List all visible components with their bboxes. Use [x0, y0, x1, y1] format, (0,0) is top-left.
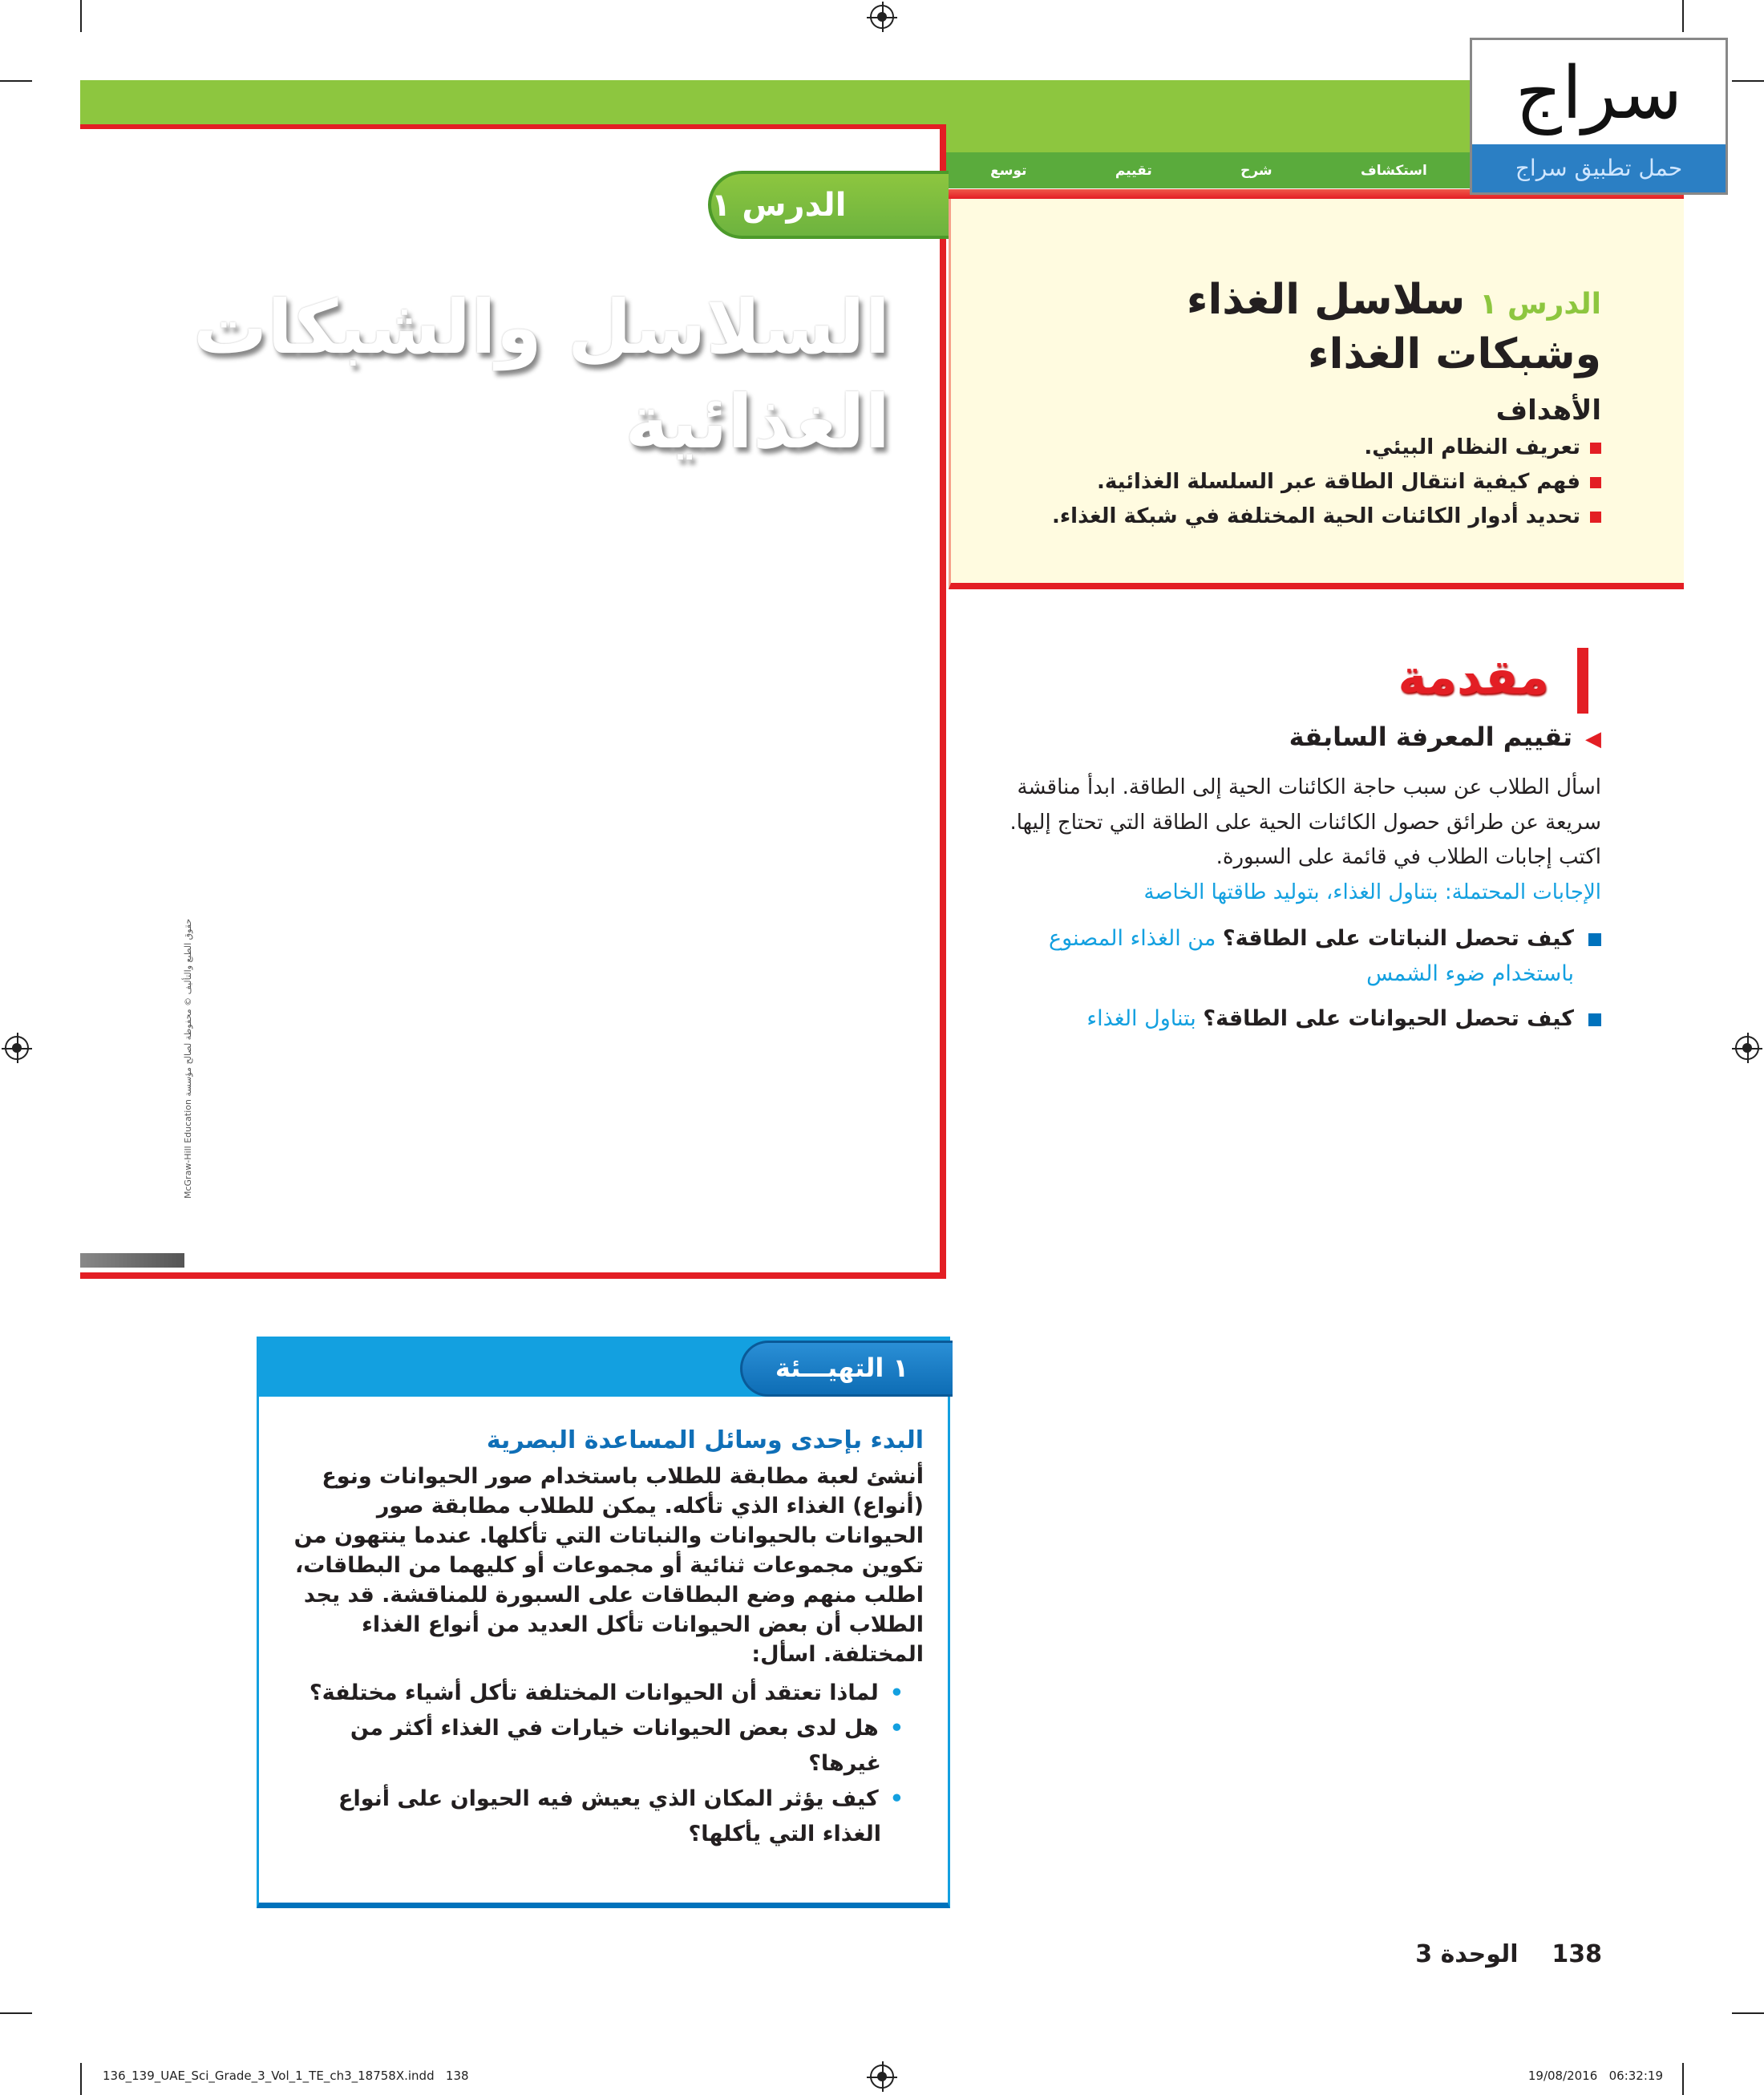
engage-body: أنشئ لعبة مطابقة للطلاب باستخدام صور الحيوانات ونوع (أنواع) الغذاء الذي تأكله. يمكن للطلاب مطابقة صور الحيوانات بالحيوانات والنباتات التي تأكلها. عندما ينتهون من تكوين مجموعات ثنائية أو مجموعات أو كليهما من البطاقات، اطلب منهم وضع البطاقات على السبورة للمناقشة. قد يجد الطلاب أن بعض الحيوانات تأكل العديد من أنواع الغذاء المختلفة. اسأل:	[293, 1464, 924, 1667]
lesson-title	[983, 275, 1601, 379]
triangle-left-icon: ◀	[1585, 727, 1601, 751]
question-text: كيف تحصل النباتات على الطاقة؟	[1222, 926, 1574, 951]
intro-paragraph-text: اسأل الطلاب عن سبب حاجة الكائنات الحية إلى الطاقة. ابدأ مناقشة سريعة عن طرائق حصول الكائنات الحية على الطاقة التي تحتاج إليها. اكتب إجابات الطلاب في قائمة على السبورة.	[1009, 775, 1601, 869]
lesson-tag: الدرس ١	[1479, 288, 1601, 321]
registration-mark-icon	[870, 2065, 894, 2089]
subheading-text: تقييم المعرفة السابقة	[1289, 722, 1572, 752]
intro-subheading	[992, 717, 1601, 759]
logo-word: سراج	[1515, 51, 1683, 135]
crop-mark	[80, 0, 82, 32]
copyright-notice: McGraw-Hill Education حقوق الطبع والتأليف © محفوظة لصالح مؤسسة	[183, 918, 193, 1199]
question-text: كيف تحصل الحيوانات على الطاقة؟	[1203, 1006, 1574, 1031]
bullet-icon: •	[889, 1716, 904, 1741]
crop-mark	[0, 2012, 32, 2014]
unit-label: الوحدة 3	[1415, 1940, 1519, 1968]
objective-text: فهم كيفية انتقال الطاقة عبر السلسلة الغذائية.	[1096, 470, 1580, 494]
timestamp: 19/08/2016 06:32:19	[1527, 2069, 1663, 2083]
engage-question	[275, 1676, 904, 1711]
logo-tagline: حمل تطبيق سراج	[1472, 144, 1726, 192]
crop-mark	[1732, 80, 1764, 82]
decorative-bar	[80, 1253, 184, 1268]
nav-tab-evaluate[interactable]: تقييم	[1115, 162, 1152, 179]
registration-mark-icon	[5, 1036, 29, 1060]
square-bullet-icon	[1588, 933, 1601, 946]
question-item	[992, 1001, 1601, 1037]
question-text: لماذا تعتقد أن الحيوانات المختلفة تأكل أشياء مختلفة؟	[309, 1680, 879, 1705]
engage-questions	[275, 1676, 924, 1852]
crop-mark	[80, 2063, 82, 2095]
lesson-pill: الدرس ١	[708, 171, 949, 239]
question-text: هل لدى بعض الحيوانات خيارات في الغذاء أكثر من غيرها؟	[350, 1716, 881, 1776]
answer-text: بتناول الغذاء	[1086, 1006, 1196, 1031]
engage-box-header	[257, 1337, 950, 1397]
crop-mark	[1682, 2063, 1684, 2095]
objective-text: تحديد أدوار الكائنات الحية المختلفة في شبكة الغذاء.	[1052, 504, 1580, 528]
registration-mark-icon	[1735, 1036, 1759, 1060]
objective-item	[983, 465, 1601, 499]
crop-mark	[1682, 0, 1684, 32]
lesson-title-line2: وشبكات الغذاء	[1308, 330, 1601, 378]
objectives-heading: الأهداف	[1495, 394, 1601, 427]
registration-mark-icon	[870, 5, 894, 29]
opener-title-line1: السلاسل والشبكات	[192, 285, 890, 370]
intro-title: مقدمة	[1398, 649, 1549, 706]
page-number	[1415, 1940, 1602, 1968]
lesson-objectives-box	[949, 199, 1684, 589]
intro-section	[992, 641, 1601, 1037]
nav-tab-extend[interactable]: توسع	[990, 162, 1027, 179]
possible-answers: الإجابات المحتملة: بتناول الغذاء، بتوليد طاقتها الخاصة	[1143, 880, 1601, 904]
engage-question	[275, 1782, 904, 1852]
crop-mark	[1732, 2012, 1764, 2014]
page-number-value: 138	[1552, 1940, 1602, 1968]
answer-text: من الغذاء المصنوع باستخدام ضوء الشمس	[1049, 926, 1574, 986]
lesson-title-line1: سلاسل الغذاء	[1186, 276, 1466, 324]
siraj-app-logo[interactable]	[1470, 38, 1728, 195]
square-bullet-icon	[1590, 443, 1601, 454]
opener-title-line2: الغذائية	[625, 379, 890, 465]
engage-question	[275, 1711, 904, 1782]
engage-box	[257, 1337, 950, 1908]
intro-paragraph	[992, 770, 1601, 1037]
nav-tab-explain[interactable]: شرح	[1240, 162, 1272, 179]
objective-item	[983, 431, 1601, 465]
crop-mark	[0, 80, 32, 82]
square-bullet-icon	[1588, 1013, 1601, 1026]
objective-text: تعريف النظام البيئي.	[1364, 435, 1580, 459]
file-name: 136_139_UAE_Sci_Grade_3_Vol_1_TE_ch3_18758X.indd 138	[103, 2069, 469, 2083]
bullet-icon: •	[889, 1786, 904, 1811]
objectives-list	[983, 431, 1601, 534]
engage-pill: ١ التهيـــئة	[740, 1341, 953, 1397]
engage-heading: البدء بإحدى وسائل المساعدة البصرية	[486, 1426, 924, 1454]
bullet-icon: •	[889, 1680, 904, 1705]
square-bullet-icon	[1590, 477, 1601, 488]
opener-title	[168, 281, 890, 470]
square-bullet-icon	[1590, 512, 1601, 523]
question-item	[992, 921, 1601, 992]
objective-item	[983, 499, 1601, 534]
lesson-nav-strip	[946, 152, 1471, 188]
question-text: كيف يؤثر المكان الذي يعيش فيه الحيوان على أنواع الغذاء التي يأكلها؟	[338, 1786, 881, 1846]
nav-tab-explore[interactable]: استكشاف	[1360, 162, 1427, 179]
